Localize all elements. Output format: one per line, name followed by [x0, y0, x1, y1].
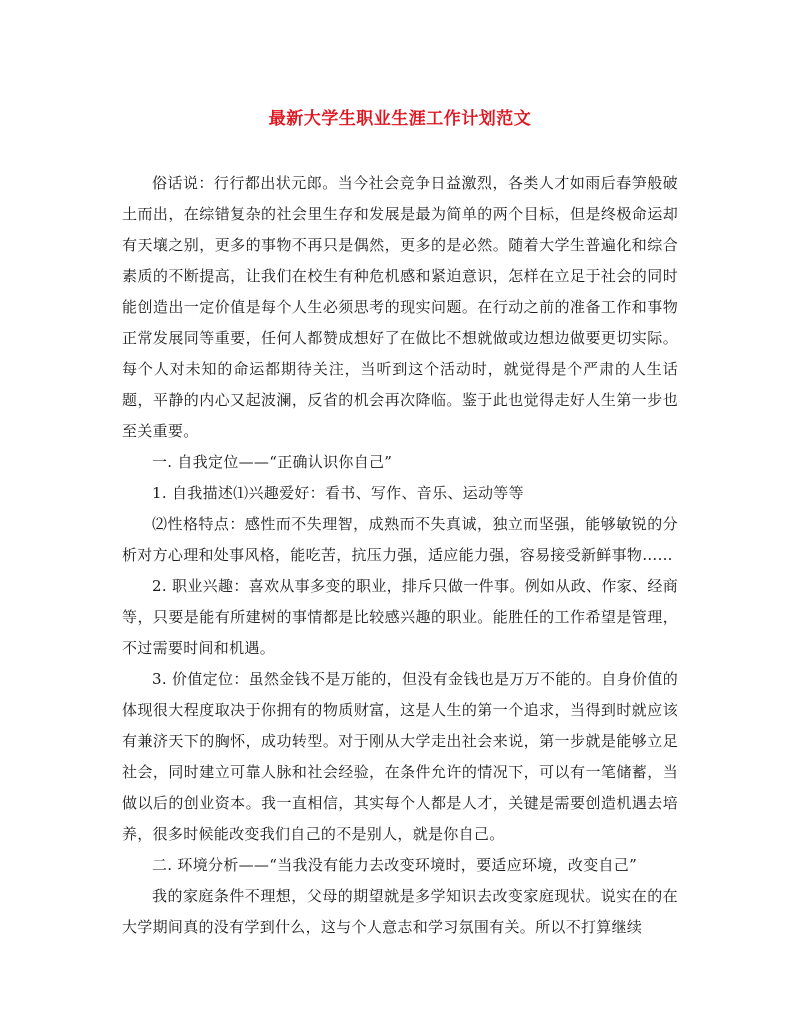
paragraph-intro: 俗话说：行行都出状元郎。当今社会竞争日益激烈，各类人才如雨后春笋般破土而出，在综错复杂的社会里生存和发展是最为简单的两个目标，但是终极命运却有天壤之别，更多的事物不再只是偶然，更多的是必然。随着大学生普遍化和综合素质的不断提高，让我们在校生有种危机感和紧迫意识，怎样在立足于社会的同时能创造出一定价值是每个人生必须思考的现实问题。在行动之前的准备工作和事物正常发展同等重要，任何人都赞成想好了在做比不想就做或边想边做要更切实际。每个人对未知的命运都期待关注，当听到这个活动时，就觉得是个严肃的人生话题，平静的内心又起波澜，反省的机会再次降临。鉴于此也觉得走好人生第一步也至关重要。	[122, 174, 678, 440]
paragraph-career-interest: 2. 职业兴趣：喜欢从事多变的职业，排斥只做一件事。例如从政、作家、经商等，只要是能有所建树的事情都是比较感兴趣的职业。能胜任的工作希望是管理，不过需要时间和机遇。	[122, 577, 678, 657]
document-body	[122, 168, 678, 943]
heading-environment-analysis: 二. 环境分析——“当我没有能力去改变环境时，要适应环境，改变自己”	[152, 856, 638, 874]
heading-self-positioning: 一. 自我定位——“正确认识你自己”	[152, 453, 393, 471]
paragraph-value-positioning: 3. 价值定位：虽然金钱不是万能的，但没有金钱也是万万不能的。自身价值的体现很大程度取决于你拥有的物质财富，这是人生的第一个追求，当得到时就应该有兼济天下的胸怀，成功转型。对于刚从大学走出社会来说，第一步就是能够立足社会，同时建立可靠人脉和社会经验，在条件允许的情况下，可以有一笔储蓄，当做以后的创业资本。我一直相信，其实每个人都是人才，关键是需要创造机遇去培养，很多时候能改变我们自己的不是别人，就是你自己。	[122, 670, 678, 843]
document-title: 最新大学生职业生涯工作计划范文	[268, 109, 532, 129]
paragraph-family: 我的家庭条件不理想，父母的期望就是多学知识去改变家庭现状。说实在的在大学期间真的没有学到什么，这与个人意志和学习氛围有关。所以不打算继续	[122, 887, 678, 936]
paragraph-self-description: 1. 自我描述⑴兴趣爱好：看书、写作、音乐、运动等等	[152, 484, 524, 502]
paragraph-personality: ⑵性格特点：感性而不失理智，成熟而不失真诚，独立而坚强，能够敏锐的分析对方心理和处事风格，能吃苦，抗压力强，适应能力强，容易接受新鲜事物……	[122, 515, 678, 564]
